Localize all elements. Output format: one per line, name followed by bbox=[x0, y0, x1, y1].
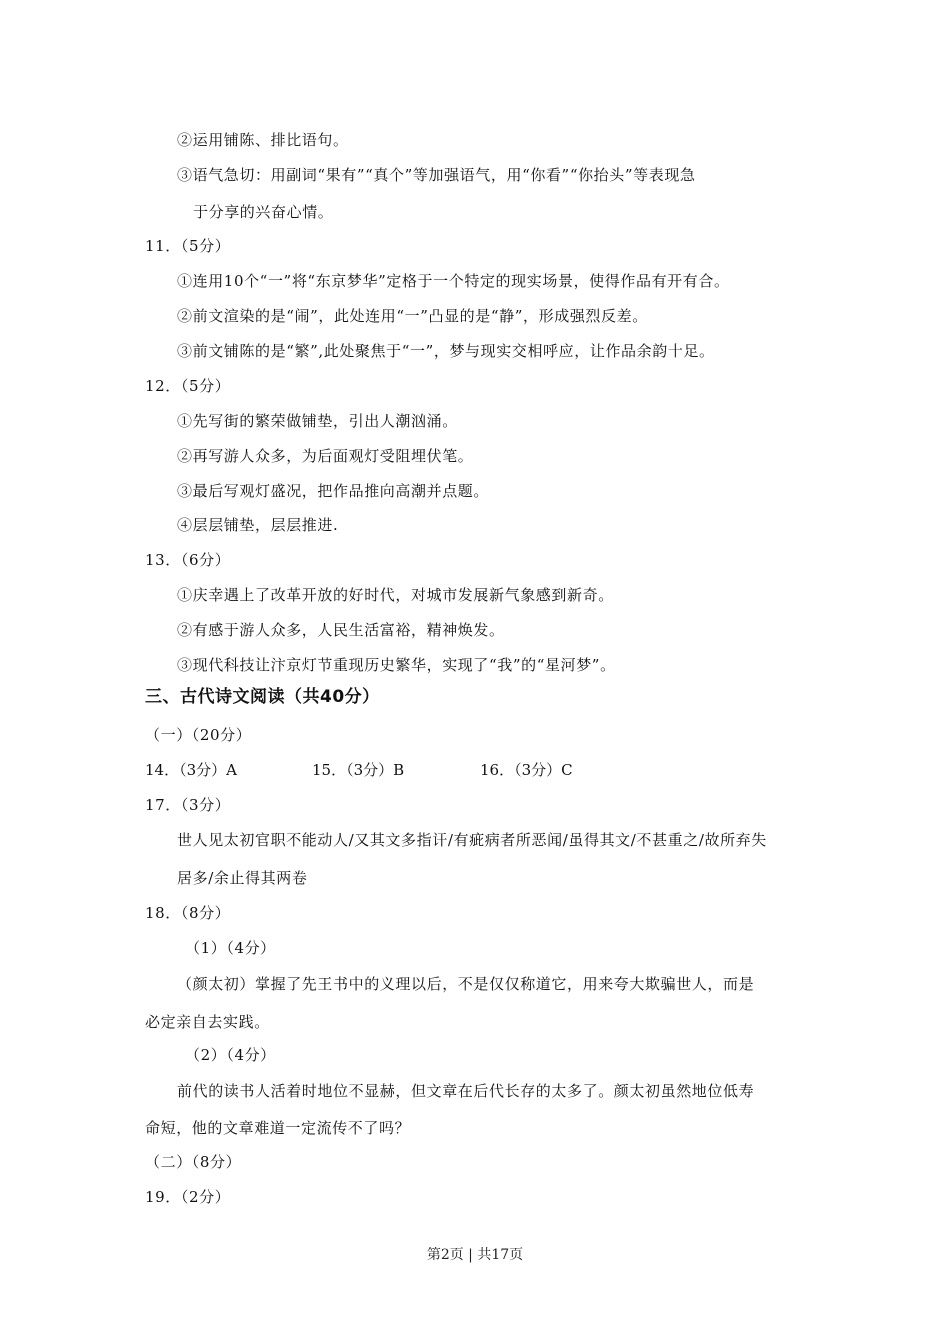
answer-line: 19．（2分） bbox=[145, 1188, 231, 1206]
answer-line: （一）（20分） bbox=[145, 726, 252, 744]
answer-line: 于分享的兴奋心情。 bbox=[193, 203, 334, 221]
answer-line: （二）（8分） bbox=[145, 1153, 242, 1171]
answer-line: ②有感于游人众多，人民生活富裕，精神焕发。 bbox=[177, 621, 505, 639]
answer-line: ①庆幸遇上了改革开放的好时代，对城市发展新气象感到新奇。 bbox=[177, 586, 614, 604]
answer-line: ②运用铺陈、排比语句。 bbox=[177, 131, 349, 149]
multiple-choice-answer: 15．（3分）B bbox=[312, 761, 405, 779]
answer-line: ①先写街的繁荣做铺垫，引出人潮汹涌。 bbox=[177, 412, 458, 430]
answer-line: ③最后写观灯盛况，把作品推向高潮并点题。 bbox=[177, 482, 490, 500]
answer-line: 11．（5分） bbox=[145, 237, 231, 255]
answer-line: ②再写游人众多，为后面观灯受阻埋伏笔。 bbox=[177, 447, 474, 465]
answer-line: （1）（4分） bbox=[185, 939, 276, 957]
answer-line: ①连用10个“一”将“东京梦华”定格于一个特定的现实场景，使得作品有开有合。 bbox=[177, 272, 730, 290]
answer-line: ③现代科技让汴京灯节重现历史繁华，实现了“我”的“星河梦”。 bbox=[177, 656, 616, 674]
page-footer: 第2页 | 共17页 bbox=[426, 1247, 524, 1263]
answer-line: （颜太初）掌握了先王书中的义理以后，不是仅仅称道它，用来夸大欺骗世人，而是 bbox=[177, 975, 755, 993]
answer-line: 13．（6分） bbox=[145, 551, 231, 569]
answer-line: ③前文铺陈的是“繁”,此处聚焦于“一”，梦与现实交相呼应，让作品余韵十足。 bbox=[177, 342, 715, 360]
answer-line: ③语气急切：用副词“果有”“真个”等加强语气，用“你看”“你抬头”等表现急 bbox=[177, 166, 696, 184]
multiple-choice-answer: 16．（3分）C bbox=[480, 761, 573, 779]
answer-line: 18．（8分） bbox=[145, 904, 231, 922]
answer-line: （2）（4分） bbox=[185, 1046, 276, 1064]
answer-line: 世人见太初官职不能动人/又其文多指讦/有疵病者所恶闻/虽得其文/不甚重之/故所弃失 bbox=[177, 831, 767, 849]
answer-line: 前代的读书人活着时地位不显赫，但文章在后代长存的太多了。颜太初虽然地位低寿 bbox=[177, 1082, 755, 1100]
answer-line: ②前文渲染的是“闹”，此处连用“一”凸显的是“静”，形成强烈反差。 bbox=[177, 307, 648, 325]
answer-line: 12．（5分） bbox=[145, 377, 231, 395]
answer-line: 命短，他的文章难道一定流传不了吗？ bbox=[145, 1119, 411, 1137]
answer-line: 17．（3分） bbox=[145, 796, 231, 814]
multiple-choice-answer: 14．（3分）A bbox=[145, 761, 237, 779]
answer-line: ④层层铺垫，层层推进. bbox=[177, 516, 339, 534]
answer-line: 居多/余止得其两卷 bbox=[177, 869, 308, 887]
section-heading: 三、古代诗文阅读（共40分） bbox=[145, 687, 380, 707]
answer-line: 必定亲自去实践。 bbox=[145, 1013, 270, 1031]
